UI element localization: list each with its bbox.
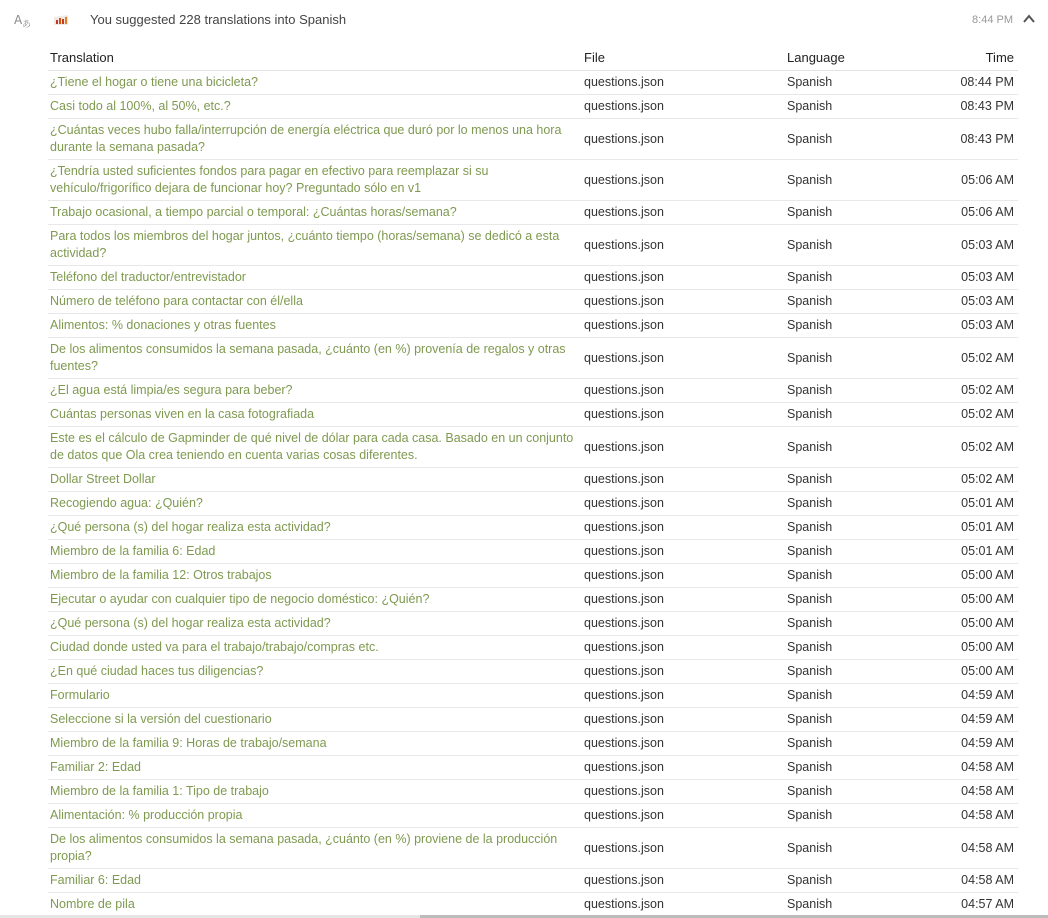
language-cell: Spanish [785, 119, 895, 160]
language-cell: Spanish [785, 492, 895, 516]
file-cell: questions.json [582, 893, 785, 917]
svg-text:あ: あ [22, 20, 32, 30]
time-cell: 04:59 AM [895, 708, 1018, 732]
language-cell: Spanish [785, 540, 895, 564]
file-cell: questions.json [582, 564, 785, 588]
file-cell: questions.json [582, 636, 785, 660]
file-cell: questions.json [582, 756, 785, 780]
translation-link[interactable]: ¿Tiene el hogar o tiene una bicicleta? [48, 71, 582, 95]
file-cell: questions.json [582, 201, 785, 225]
language-cell: Spanish [785, 379, 895, 403]
language-cell: Spanish [785, 290, 895, 314]
table-row [48, 314, 1018, 338]
translation-link[interactable]: Alimentación: % producción propia [48, 804, 582, 828]
table-row [48, 71, 1018, 95]
time-cell: 05:02 AM [895, 427, 1018, 468]
table-row [48, 225, 1018, 266]
time-cell: 05:01 AM [895, 516, 1018, 540]
translations-table [48, 46, 1018, 917]
svg-text:A: A [14, 13, 23, 27]
translate-icon [14, 10, 34, 30]
time-cell: 04:58 AM [895, 869, 1018, 893]
language-cell: Spanish [785, 427, 895, 468]
translation-link[interactable]: Recogiendo agua: ¿Quién? [48, 492, 582, 516]
translation-link[interactable]: Miembro de la familia 1: Tipo de trabajo [48, 780, 582, 804]
language-cell: Spanish [785, 588, 895, 612]
file-cell: questions.json [582, 468, 785, 492]
table-row [48, 119, 1018, 160]
translation-link[interactable]: Miembro de la familia 9: Horas de trabajo/semana [48, 732, 582, 756]
table-row [48, 804, 1018, 828]
language-cell: Spanish [785, 612, 895, 636]
language-cell: Spanish [785, 338, 895, 379]
file-cell: questions.json [582, 379, 785, 403]
file-cell: questions.json [582, 338, 785, 379]
language-cell: Spanish [785, 160, 895, 201]
language-cell: Spanish [785, 225, 895, 266]
translation-link[interactable]: Ejecutar o ayudar con cualquier tipo de negocio doméstico: ¿Quién? [48, 588, 582, 612]
table-row [48, 338, 1018, 379]
file-cell: questions.json [582, 804, 785, 828]
column-header-translation: Translation [48, 46, 582, 71]
time-cell: 05:03 AM [895, 290, 1018, 314]
table-row [48, 403, 1018, 427]
language-cell: Spanish [785, 71, 895, 95]
file-cell: questions.json [582, 780, 785, 804]
file-cell: questions.json [582, 225, 785, 266]
file-cell: questions.json [582, 492, 785, 516]
file-cell: questions.json [582, 160, 785, 201]
table-row [48, 780, 1018, 804]
activity-title: You suggested 228 translations into Spanish [90, 12, 347, 27]
translation-link[interactable]: ¿En qué ciudad haces tus diligencias? [48, 660, 582, 684]
translation-link[interactable]: Miembro de la familia 6: Edad [48, 540, 582, 564]
time-cell: 08:43 PM [895, 95, 1018, 119]
time-cell: 05:02 AM [895, 403, 1018, 427]
table-row [48, 290, 1018, 314]
file-cell: questions.json [582, 588, 785, 612]
time-cell: 05:02 AM [895, 338, 1018, 379]
table-row [48, 588, 1018, 612]
time-cell: 05:00 AM [895, 636, 1018, 660]
table-row [48, 379, 1018, 403]
translation-link[interactable]: ¿Tendría usted suficientes fondos para pagar en efectivo para reemplazar si su vehículo/frigorífico dejara de funcionar hoy? Preguntado sólo en v1 [48, 160, 582, 201]
file-cell: questions.json [582, 314, 785, 338]
table-row [48, 160, 1018, 201]
time-cell: 05:02 AM [895, 379, 1018, 403]
language-cell: Spanish [785, 893, 895, 917]
translation-link[interactable]: ¿Cuántas veces hubo falla/interrupción de energía eléctrica que duró por lo menos una hora durante la semana pasada? [48, 119, 582, 160]
activity-timestamp: 8:44 PM [972, 14, 1013, 26]
file-cell: questions.json [582, 266, 785, 290]
time-cell: 04:59 AM [895, 684, 1018, 708]
time-cell: 04:58 AM [895, 804, 1018, 828]
language-cell: Spanish [785, 732, 895, 756]
time-cell: 04:59 AM [895, 732, 1018, 756]
language-cell: Spanish [785, 314, 895, 338]
table-row [48, 756, 1018, 780]
column-header-time: Time [895, 46, 1018, 71]
table-row [48, 708, 1018, 732]
translation-link[interactable]: De los alimentos consumidos la semana pasada, ¿cuánto (en %) proviene de la producción propia? [48, 828, 582, 869]
table-row [48, 732, 1018, 756]
translation-link[interactable]: Número de teléfono para contactar con él/ella [48, 290, 582, 314]
translation-link[interactable]: Nombre de pila [48, 893, 582, 917]
translation-link[interactable]: Casi todo al 100%, al 50%, etc.? [48, 95, 582, 119]
file-cell: questions.json [582, 516, 785, 540]
file-cell: questions.json [582, 684, 785, 708]
time-cell: 05:00 AM [895, 564, 1018, 588]
table-row [48, 684, 1018, 708]
table-row [48, 540, 1018, 564]
column-header-file: File [582, 46, 785, 71]
table-row [48, 201, 1018, 225]
table-row [48, 828, 1018, 869]
translation-link[interactable]: Dollar Street Dollar [48, 468, 582, 492]
time-cell: 05:01 AM [895, 540, 1018, 564]
translation-link[interactable]: Formulario [48, 684, 582, 708]
language-cell: Spanish [785, 660, 895, 684]
file-cell: questions.json [582, 612, 785, 636]
file-cell: questions.json [582, 95, 785, 119]
time-cell: 05:00 AM [895, 588, 1018, 612]
time-cell: 05:06 AM [895, 160, 1018, 201]
file-cell: questions.json [582, 660, 785, 684]
translation-link[interactable]: ¿Qué persona (s) del hogar realiza esta actividad? [48, 516, 582, 540]
translation-link[interactable]: Trabajo ocasional, a tiempo parcial o temporal: ¿Cuántas horas/semana? [48, 201, 582, 225]
language-cell: Spanish [785, 516, 895, 540]
table-row [48, 468, 1018, 492]
table-row [48, 893, 1018, 917]
translation-link[interactable]: Seleccione si la versión del cuestionario [48, 708, 582, 732]
translation-link[interactable]: Miembro de la familia 12: Otros trabajos [48, 564, 582, 588]
language-cell: Spanish [785, 564, 895, 588]
translation-link[interactable]: ¿Qué persona (s) del hogar realiza esta actividad? [48, 612, 582, 636]
table-row [48, 636, 1018, 660]
time-cell: 05:00 AM [895, 660, 1018, 684]
time-cell: 05:02 AM [895, 468, 1018, 492]
time-cell: 05:03 AM [895, 225, 1018, 266]
time-cell: 04:57 AM [895, 893, 1018, 917]
time-cell: 04:58 AM [895, 780, 1018, 804]
language-cell: Spanish [785, 403, 895, 427]
table-row [48, 564, 1018, 588]
file-cell: questions.json [582, 290, 785, 314]
translation-link[interactable]: Ciudad donde usted va para el trabajo/trabajo/compras etc. [48, 636, 582, 660]
file-cell: questions.json [582, 540, 785, 564]
table-header-row [48, 46, 1018, 71]
chevron-up-icon[interactable] [1022, 12, 1036, 26]
translation-link[interactable]: Este es el cálculo de Gapminder de qué nivel de dólar para cada casa. Basado en un conjunto de datos que Ola crea teniendo en cuenta varias cosas diferentes. [48, 427, 582, 468]
language-cell: Spanish [785, 869, 895, 893]
language-cell: Spanish [785, 201, 895, 225]
column-header-language: Language [785, 46, 895, 71]
file-cell: questions.json [582, 71, 785, 95]
table-row [48, 612, 1018, 636]
table-row [48, 869, 1018, 893]
file-cell: questions.json [582, 708, 785, 732]
language-cell: Spanish [785, 756, 895, 780]
time-cell: 05:00 AM [895, 612, 1018, 636]
file-cell: questions.json [582, 427, 785, 468]
activity-header [0, 0, 1048, 40]
language-cell: Spanish [785, 266, 895, 290]
time-cell: 05:03 AM [895, 314, 1018, 338]
file-cell: questions.json [582, 403, 785, 427]
translation-link[interactable]: De los alimentos consumidos la semana pasada, ¿cuánto (en %) provenía de regalos y otras fuentes? [48, 338, 582, 379]
table-row [48, 492, 1018, 516]
time-cell: 05:03 AM [895, 266, 1018, 290]
language-cell: Spanish [785, 780, 895, 804]
file-cell: questions.json [582, 732, 785, 756]
table-row [48, 660, 1018, 684]
table-row [48, 516, 1018, 540]
translation-link[interactable]: Teléfono del traductor/entrevistador [48, 266, 582, 290]
time-cell: 05:06 AM [895, 201, 1018, 225]
time-cell: 04:58 AM [895, 756, 1018, 780]
time-cell: 05:01 AM [895, 492, 1018, 516]
language-cell: Spanish [785, 684, 895, 708]
language-cell: Spanish [785, 636, 895, 660]
translation-link[interactable]: Para todos los miembros del hogar juntos, ¿cuánto tiempo (horas/semana) se dedicó a esta actividad? [48, 225, 582, 266]
translation-link[interactable]: Alimentos: % donaciones y otras fuentes [48, 314, 582, 338]
table-row [48, 427, 1018, 468]
language-cell: Spanish [785, 828, 895, 869]
table-row [48, 266, 1018, 290]
time-cell: 08:43 PM [895, 119, 1018, 160]
time-cell: 04:58 AM [895, 828, 1018, 869]
file-cell: questions.json [582, 869, 785, 893]
language-cell: Spanish [785, 708, 895, 732]
translation-link[interactable]: ¿El agua está limpia/es segura para beber? [48, 379, 582, 403]
translation-link[interactable]: Familiar 2: Edad [48, 756, 582, 780]
table-row [48, 95, 1018, 119]
file-cell: questions.json [582, 828, 785, 869]
avatar [52, 13, 70, 27]
time-cell: 08:44 PM [895, 71, 1018, 95]
language-cell: Spanish [785, 468, 895, 492]
language-cell: Spanish [785, 95, 895, 119]
translation-link[interactable]: Cuántas personas viven en la casa fotografiada [48, 403, 582, 427]
language-cell: Spanish [785, 804, 895, 828]
translation-link[interactable]: Familiar 6: Edad [48, 869, 582, 893]
file-cell: questions.json [582, 119, 785, 160]
